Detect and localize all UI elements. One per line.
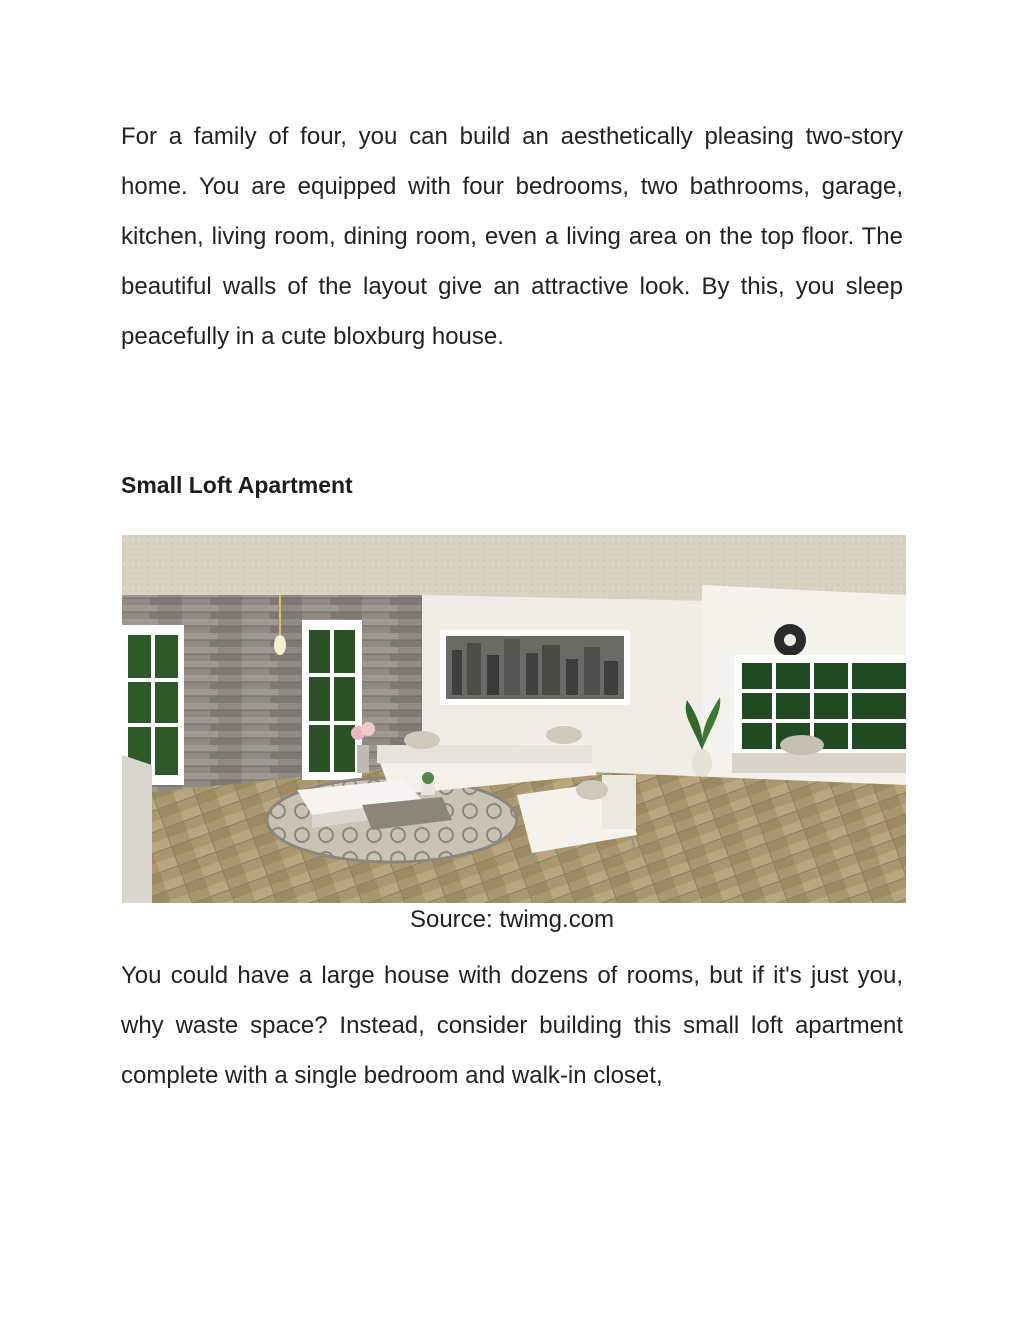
- loft-apartment-photo: [122, 535, 906, 903]
- body-paragraph-2: You could have a large house with dozens of rooms, but if it's just you, why waste space? Instead, consider building this small loft apartment complete with a single bedroom and walk-in closet,: [121, 962, 903, 1089]
- body-paragraph-1: For a family of four, you can build an aesthetically pleasing two-story home. You are equipped with four bedrooms, two bathrooms, garage, kitchen, living room, dining room, even a living area on the top floor. The beautiful walls of the layout give an attractive look. By this, you sleep peacefully in a cute bloxburg house.: [121, 123, 903, 350]
- section-heading: Small Loft Apartment: [121, 472, 353, 498]
- image-caption: Source: twimg.com: [409, 906, 615, 933]
